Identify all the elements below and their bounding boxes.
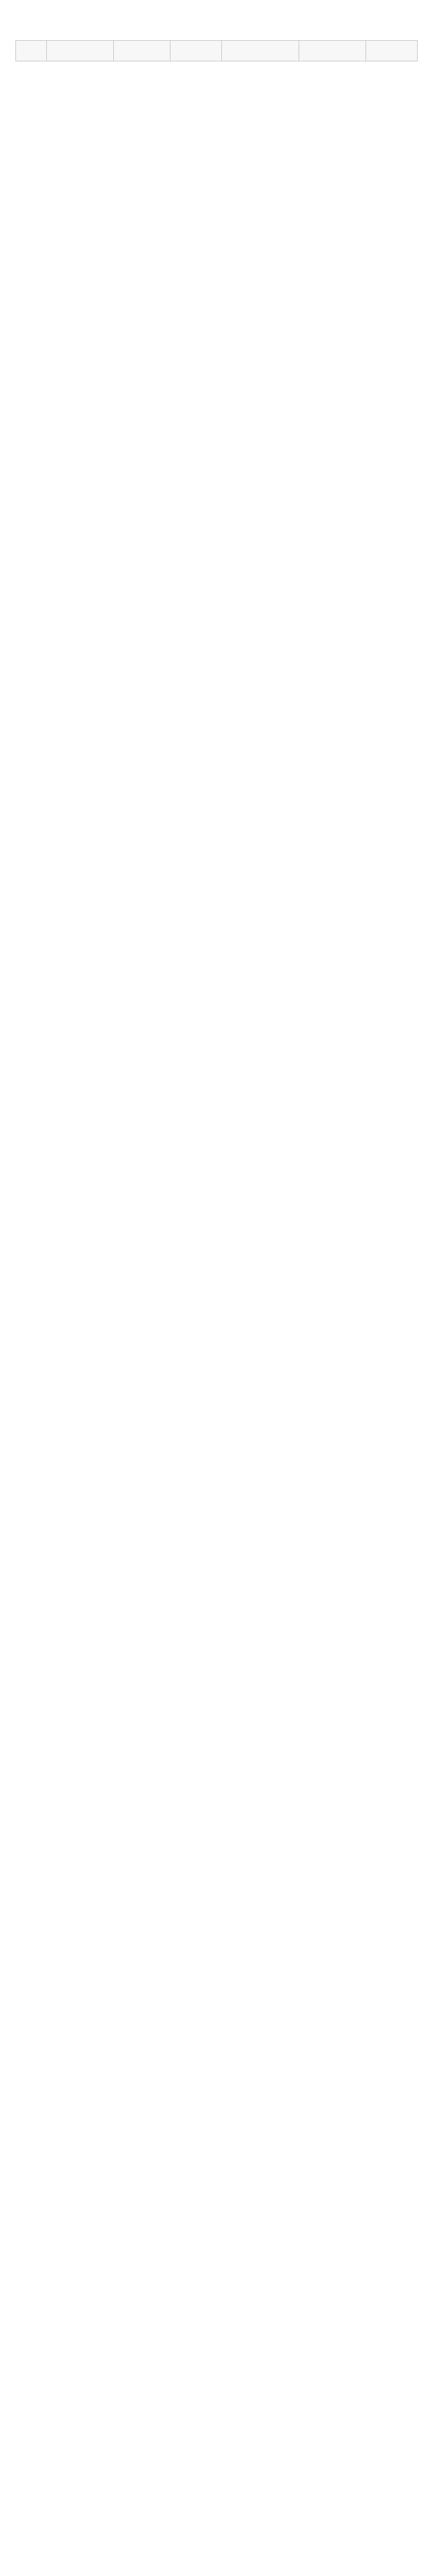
column-header <box>222 41 299 61</box>
column-header <box>114 41 170 61</box>
column-header <box>366 41 418 61</box>
column-header <box>299 41 366 61</box>
data-table <box>15 40 418 61</box>
column-header <box>47 41 114 61</box>
column-header <box>16 41 47 61</box>
column-header <box>170 41 222 61</box>
table-header <box>16 41 418 61</box>
